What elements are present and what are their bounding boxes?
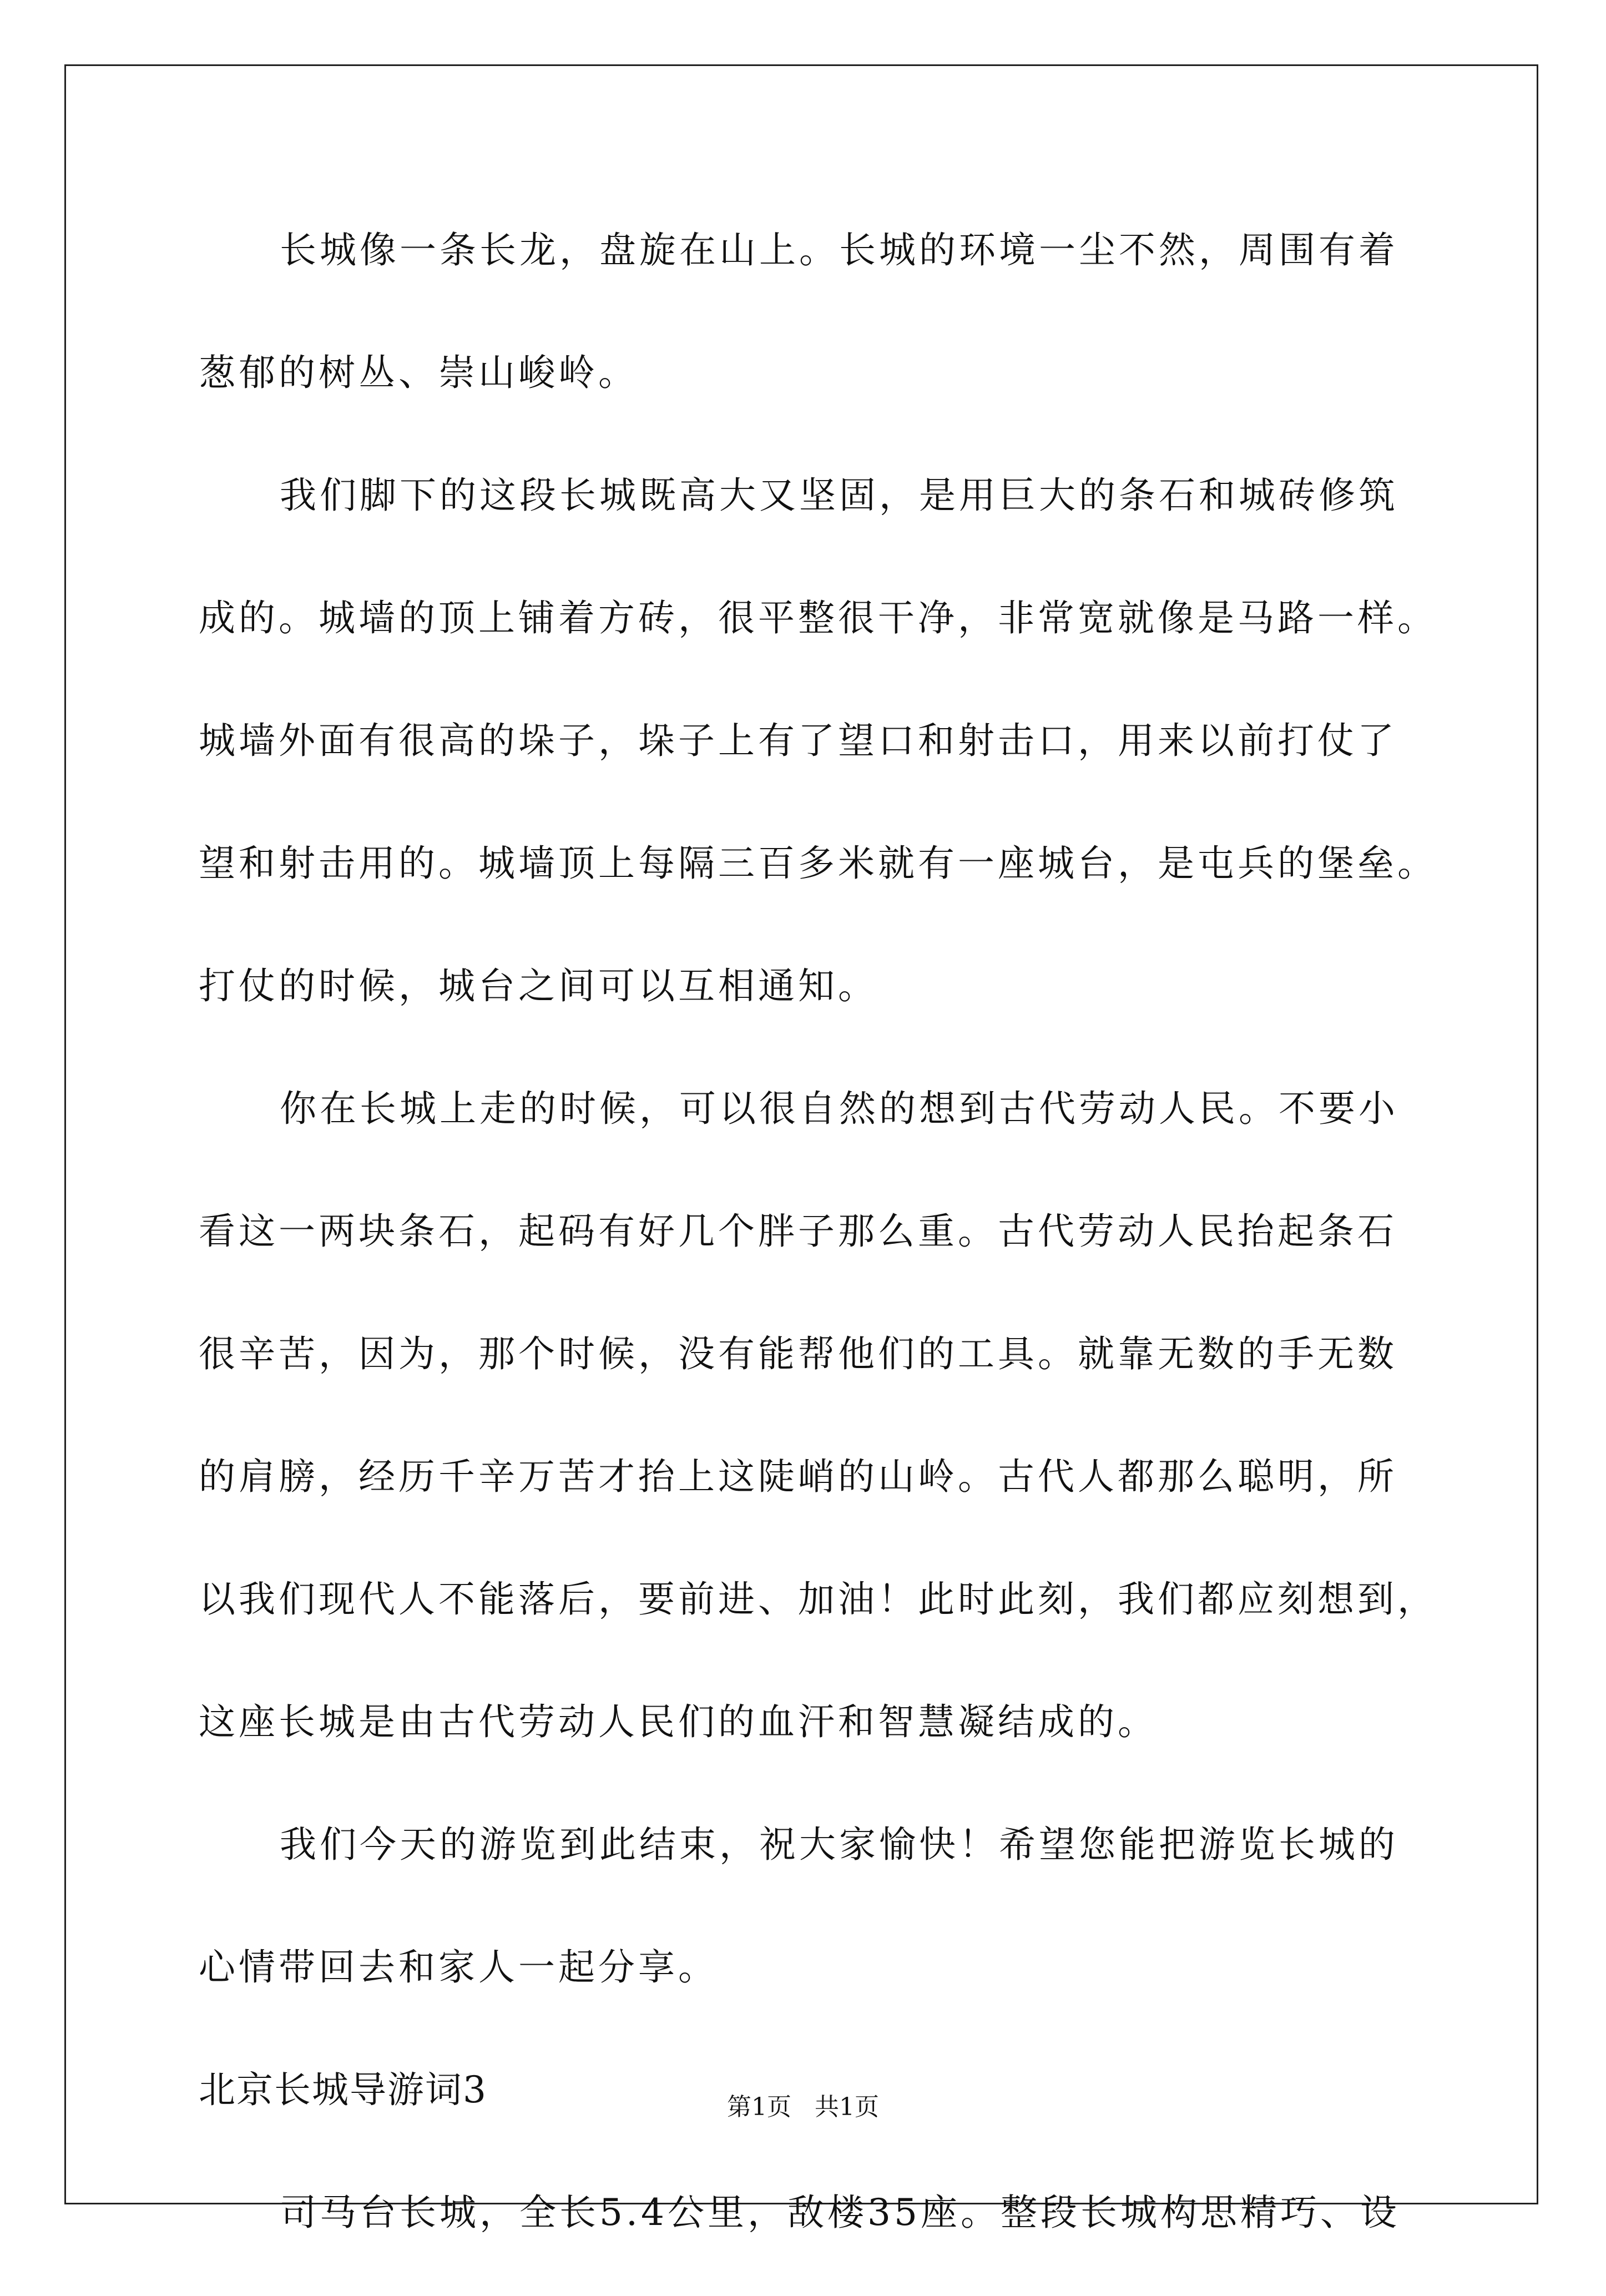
text-line: 成的。城墙的顶上铺着方砖，很平整很干净，非常宽就像是马路一样。	[199, 597, 1437, 639]
text-line: 我们今天的游览到此结束，祝大家愉快！希望您能把游览长城的	[280, 1823, 1398, 1866]
text-line: 望和射击用的。城墙顶上每隔三百多米就有一座城台，是屯兵的堡垒。	[199, 842, 1437, 885]
text-line: 长城像一条长龙，盘旋在山上。长城的环境一尘不然，周围有着	[280, 229, 1398, 271]
text-line: 看这一两块条石，起码有好几个胖子那么重。古代劳动人民抬起条石	[199, 1210, 1397, 1253]
text-line: 城墙外面有很高的垛子，垛子上有了望口和射击口，用来以前打仗了	[199, 719, 1397, 762]
text-line: 司马台长城，全长5.4公里，敌楼35座。整段长城构思精巧、设	[280, 2191, 1400, 2234]
text-line: 打仗的时候，城台之间可以互相通知。	[199, 965, 878, 1007]
document-body	[199, 211, 1437, 2296]
text-line: 以我们现代人不能落后，要前进、加油！此时此刻，我们都应刻想到，	[199, 1578, 1437, 1621]
text-line: 你在长城上走的时候，可以很自然的想到古代劳动人民。不要小	[280, 1087, 1398, 1130]
section-heading: 北京长城导游词3	[199, 2068, 487, 2111]
text-line: 很辛苦，因为，那个时候，没有能帮他们的工具。就靠无数的手无数	[199, 1333, 1397, 1375]
text-line: 心情带回去和家人一起分享。	[199, 1946, 718, 1989]
text-line: 我们脚下的这段长城既高大又坚固，是用巨大的条石和城砖修筑	[280, 474, 1398, 517]
text-line: 的肩膀，经历千辛万苦才抬上这陡峭的山岭。古代人都那么聪明，所	[199, 1455, 1397, 1498]
text-line: 葱郁的树丛、崇山峻岭。	[199, 351, 638, 394]
page-footer: 第1页 共1页	[727, 2093, 879, 2121]
text-line: 这座长城是由古代劳动人民们的血汗和智慧凝结成的。	[199, 1700, 1158, 1743]
